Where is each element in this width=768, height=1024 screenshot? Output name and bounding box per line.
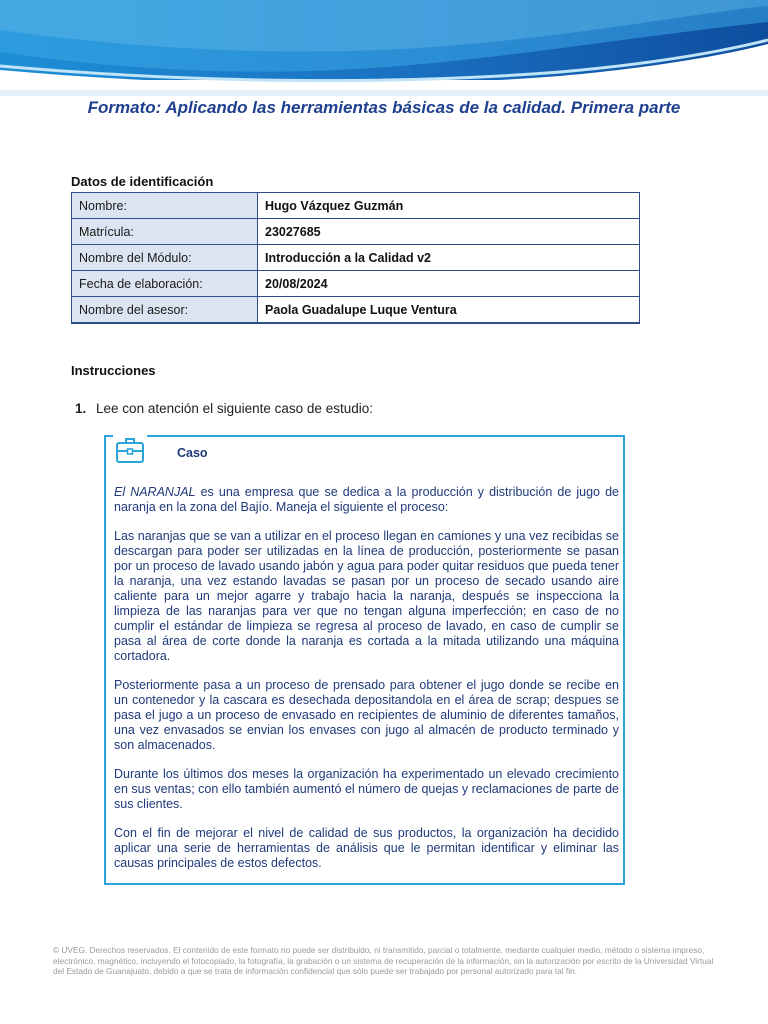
row-value: Paola Guadalupe Luque Ventura [258, 297, 640, 324]
instruction-step [75, 401, 373, 416]
case-paragraph: Con el fin de mejorar el nivel de calidad de sus productos, la organización ha decidido aplicar una serie de herramientas de análisis que le permitan identificar y eliminar las causas principales de estos defectos. [114, 826, 619, 870]
row-value: 23027685 [258, 219, 640, 245]
case-paragraph: Posteriormente pasa a un proceso de prensado para obtener el jugo donde se recibe en un contenedor y la cascara es desechada depositandola en el área de scrap; despues se pasa el jugo a un proceso de envasado en recipientes de aluminio de diferentes tamaños, una vez envasados se envian los envases con jugo al almacén de producto terminado y son almacenados. [114, 678, 619, 752]
table-row [72, 297, 640, 324]
page-title: Formato: Aplicando las herramientas básicas de la calidad. Primera parte [87, 98, 681, 117]
identification-heading: Datos de identificación [71, 174, 214, 189]
row-label: Matrícula: [72, 219, 258, 245]
case-label: Caso [177, 446, 208, 460]
company-name: El NARANJAL [114, 485, 196, 499]
row-label: Nombre del Módulo: [72, 245, 258, 271]
case-intro-paragraph [114, 485, 619, 515]
row-label: Nombre: [72, 193, 258, 219]
identification-table [71, 192, 640, 324]
step-text: Lee con atención el siguiente caso de estudio: [96, 401, 373, 416]
row-label: Fecha de elaboración: [72, 271, 258, 297]
case-paragraph: Durante los últimos dos meses la organización ha experimentado un elevado crecimiento en sus ventas; con ello también aumentó el número de quejas y reclamaciones de parte de sus clientes. [114, 767, 619, 811]
case-paragraph: Las naranjas que se van a utilizar en el proceso llegan en camiones y una vez recibidas se descargan para poder ser utilizadas en la línea de producción, posteriormente se pasan por un proceso de lavado usando jabón y agua para poder quitar residuos que pueda tener la naranja, una vez estando lavadas se pasan por un proceso de secado usando aire caliente para un mejor agarre y trabajo hacia la naranja, después se inspecciona la limpieza de las naranjas para ver que no tengan alguna imperfección; en caso de no cumplir el estándar de limpieza se regresa al proceso de lavado, en caso de cumplir se pasa al área de corte donde la naranja es cortada a la mitada utilizando una máquina cortadora. [114, 529, 619, 663]
row-label: Nombre del asesor: [72, 297, 258, 324]
copyright-footer: © UVEG. Derechos reservados. El contenido de este formato no puede ser distribuido, ni transmitido, parcial o totalmente, mediante cualquier medio, método o sistema impreso, electrónico, magnético, incluyendo el fotocopiado, la fotografía, la grabación o un sistema de recuperación de la información, sin la autorización por escrito de la Universidad Virtual del Estado de Guanajuato, debido a que se trata de información confidencial que sólo puede ser trabajado por personal autorizado para tal fin. [53, 945, 714, 976]
briefcase-icon [113, 435, 147, 467]
case-box [104, 435, 625, 885]
case-text [114, 485, 619, 885]
row-value: 20/08/2024 [258, 271, 640, 297]
intro-text: es una empresa que se dedica a la producción y distribución de jugo de naranja en la zona del Bajío. Maneja el siguiente el proceso: [114, 485, 619, 514]
row-value: Hugo Vázquez Guzmán [258, 193, 640, 219]
table-row [72, 245, 640, 271]
row-value: Introducción a la Calidad v2 [258, 245, 640, 271]
table-row [72, 193, 640, 219]
header-banner [0, 0, 768, 96]
wave-graphic [0, 0, 768, 96]
table-row [72, 271, 640, 297]
table-row [72, 219, 640, 245]
instructions-heading: Instrucciones [71, 363, 156, 378]
step-number: 1. [75, 401, 87, 416]
